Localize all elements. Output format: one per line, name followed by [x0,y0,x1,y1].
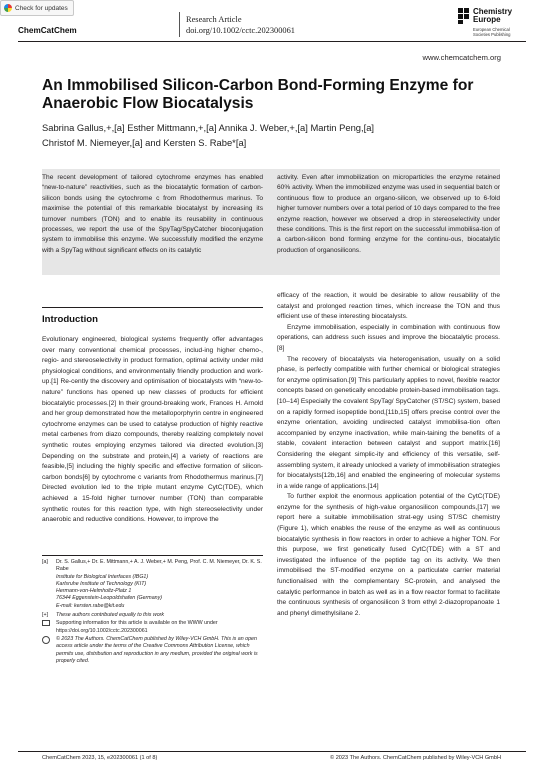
update-check-icon [4,4,12,12]
equal-contribution-text: These authors contributed equally to this work [56,612,165,619]
journal-website-link[interactable]: www.chemcatchem.org [422,53,501,62]
publisher-subtitle-line-2: Societies Publishing [473,32,511,37]
check-for-updates-badge[interactable] [0,0,74,16]
intro-paragraph-4: The recovery of biocatalysts via heterogenisation, usually on a solid phase, is perfectly compatible with further chemical or biological strategies for enzyme optimisation.[9] This particularly applies to novel, flexible reactor concepts based on genetically encodable protein-based immobilisation tags.[10–14] Especially the covalent SpyTag/ SpyCatcher (ST/SC) system, based on a rapidly formed isopeptide bond,[11b,15] offers precise control over the enzyme orientation, avoiding undirected catalyst immobilisa-tion often accompanied by enzyme inactivation, while main-taining the benefits of a stable, covalent interaction between catalyst and support matrix.[16] Considering the elegant simplic-ity and efficiency of this versatile, self-assembling system, it already unlocked a variety of immobilisation strategies for biocatalysts[12b,16] and enabled the engineering of molecular systems in a wide range of applications.[14] [277,355,500,490]
abstract-left-column: The recent development of tailored cytochrome enzymes has enabled “new-to-nature” reactivities, such as the biocatalytic formation of carbon-silicon bonds using the cytochrome c from Rhodothermus marinus. To maximise the potential of this remarkable biocatalyst by increasing its turnover numbers (TON) and to enable its reusability in continuous processes, we report the use of the SpyTag/SpyCatcher bioconjugation system to immobilise this enzyme. We successfully modified the enzyme with a SpyTag without significant effects on its catalytic [42,174,263,254]
affiliation-line: Hermann-von-Helmholtz-Platz 1 [56,588,132,595]
intro-paragraph-3: Enzyme immobilisation, especially in combination with continuous flow operations, can address such issues and improve the biocatalytic process.[8] [277,323,500,352]
affiliation-line: 76344 Eggenstein-Leopoldshafen (Germany) [56,595,163,602]
supporting-info-text[interactable]: Supporting information for this article is available on the WWW under https://doi.org/10.1002/cctc.202300061 [56,620,218,634]
equal-contribution-mark: [+] [42,612,49,619]
footer-rule [18,751,526,752]
intro-paragraph-5: To further exploit the enormous application potential of the CytC(TDE) enzyme for the synthesis of high-value organosilicon compounds,[17] we report here a suitable immobilisation strat-egy using ST/SC chemistry (Figure 1), which enables the reuse of the enzyme as well as continuous biocatalytic synthesis in flow reactors in order to achieve a higher TON. For this purpose, we first genetically fused CytC(TDE) with a ST and investigated the influence of the peptide tag on its activity. We then immobilised the ST-modified enzyme on a particulate carrier material functionalised with the complementary SC-protein, and analysed the catalytic performance in batch as well as in a flow reactor format to facilitate the continuous synthesis of organosilicon 3 from ethyl 2-diazopropanoate 1 and phenyl dimethylsilane 2. [277,493,500,617]
affiliation-mark: [a] [42,559,48,565]
equal-contribution-footnote [42,612,263,619]
affiliation-line: Institute for Biological Interfaces (IBG1) [56,573,149,580]
intro-left-column [42,335,263,526]
corresponding-email[interactable]: E-mail: kersten.rabe@kit.edu [56,602,125,609]
publisher-name [473,8,533,24]
footer-copyright: © 2023 The Authors. ChemCatChem published by Wiley-VCH GmbH [330,755,501,761]
section-rule [42,307,263,308]
author-line-2: Christof M. Niemeyer,[a] and Kersten S. Rabe*[a] [42,136,247,148]
intro-paragraph-1: Evolutionary engineered, biological systems frequently offer advantages over many conventional chemical processes, includ-ing higher chemo-, regio- and stereoselectivity in product formation, optimal activity under mild physiological conditions, and environmentally friendly production and work-up.[1] Re-cently the discovery and optimisation of biocatalysts with “new-to-nature” functions has opened up new classes of products for efficient biocatalytic processes.[2] In their ground-breaking work, Frances H. Arnold and her group demonstrated how the metalloporphyrin centre in engineered cytochrome enzymes can be used to catalyse production of highly reactive metal carbenes from diazo compounds, thereby realizing completely novel synthetic routes employing enzymes tailored via directed evolution.[3] Depending on the substrate and protein,[4] a variety of reactions are feasible,[5] including the highly specific and effective formation of silicon-carbon bonds[6] by cytochrome c variants from Rhodothermus marinus.[7] Directed evolution led to the triple mutant enzyme CytC(TDE), which achieved a 15-fold higher turnover number (TON) than comparable synthetic routes for this reaction type, with high stereoselectivity under anaerobic and reductive conditions. However, to improve the [42,336,263,524]
intro-paragraph-2: efficacy of the reaction, it would be desirable to allow reusability of the catalyst and prolonged reaction times, which increase the TON and thus efficient use of these interesting biocatalysts. [277,292,500,321]
footnote-rule [42,555,263,556]
license-text: © 2023 The Authors. ChemCatChem published by Wiley-VCH GmbH. This is an open access article under the terms of the Creative Commons Attribution License, which permits use, distribution and reproduction in any medium, provided the original work is properly cited. [56,635,258,664]
article-doi-link[interactable]: doi.org/10.1002/cctc.202300061 [186,26,295,35]
article-type: Research Article [186,15,242,24]
journal-name: ChemCatChem [18,26,77,35]
creative-commons-icon [42,636,50,644]
footer-citation: ChemCatChem 2023, 15, e202300061 (1 of 8) [42,755,158,761]
author-line-1: Sabrina Gallus,+,[a] Esther Mittmann,+,[a] Annika J. Weber,+,[a] Martin Peng,[a] [42,122,375,133]
affiliation-line: Karlsruhe Institute of Technology (KIT) [56,580,147,587]
section-heading-introduction: Introduction [42,314,98,325]
abstract-right-column: activity. Even after immobilization on microparticles the enzyme retained 60% activity. When the immobilized enzyme was used in sequential batch or continuous flow to produce an organo-silicon, we observed up to 6-fold higher turnover numbers over a total period of 10 days compared to the free enzyme reaction, however we observed a drop in stereoselectivity under these conditions. This is the first report on the successful immobilisa-tion of a carbon-silicon bond forming enzyme for the continu-ous, biocatalytic production of organosilicons. [277,174,500,254]
check-for-updates-label: Check for updates [15,4,68,12]
supporting-info-footnote [42,620,263,635]
chemistry-europe-logo-icon [458,8,470,24]
header-divider [179,12,180,37]
supporting-info-icon [42,620,50,626]
intro-right-column [277,291,500,619]
license-footnote [42,636,263,665]
publisher-name-text: Chemistry Europe [473,7,513,24]
publisher-subtitle-line-1: European Chemical [473,27,510,32]
affiliation-authors: Dr. S. Gallus,+ Dr. E. Mittmann,+ A. J. Weber,+ M. Peng, Prof. C. M. Niemeyer, Dr. K. S. Rabe [56,559,262,573]
author-list [42,121,512,150]
publisher-subtitle [473,27,510,37]
article-title: An Immobilised Silicon-Carbon Bond-Forming Enzyme for Anaerobic Flow Biocatalysis [42,77,474,112]
header-rule [18,41,526,42]
footnotes [42,559,263,665]
affiliation-footnote [42,559,263,610]
